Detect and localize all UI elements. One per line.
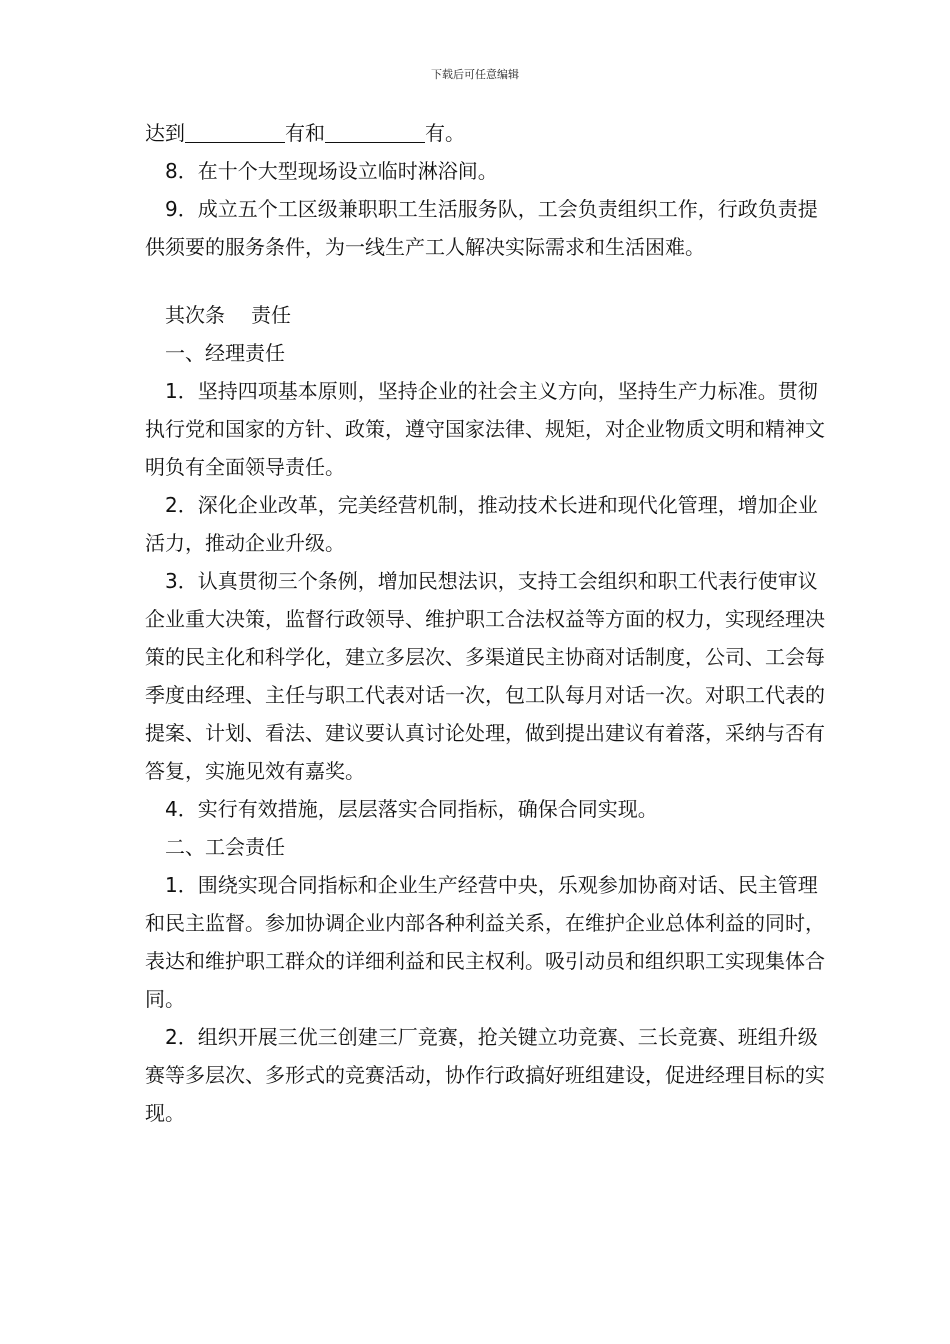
- section-name: 责任: [251, 303, 291, 327]
- fill-in-blank: [325, 122, 425, 143]
- section-number: 其次条: [165, 303, 225, 327]
- text-fragment: 达到: [145, 121, 185, 145]
- union-item-2: 2．组织开展三优三创建三厂竞赛，抢关键立功竞赛、三长竞赛、班组升级赛等多层次、多形式的竞赛活动，协作行政搞好班组建设，促进经理目标的实现。: [145, 1025, 825, 1125]
- item-9: 9．成立五个工区级兼职职工生活服务队，工会负责组织工作，行政负责提供须要的服务条件，为一线生产工人解决实际需求和生活困难。: [145, 197, 818, 259]
- section-title: [145, 296, 825, 334]
- text-fragment: 有。: [425, 121, 465, 145]
- manager-item-2: 2．深化企业改革，完美经营机制，推动技术长进和现代化管理，增加企业活力，推动企业升级。: [145, 493, 818, 555]
- heading-union-responsibility: 二、工会责任: [165, 835, 285, 859]
- document-body: [145, 114, 825, 1132]
- text-fragment: 有和: [285, 121, 325, 145]
- spacer: [145, 266, 825, 296]
- union-item-1: 1．围绕实现合同指标和企业生产经营中央，乐观参加协商对话、民主管理和民主监督。参加协调企业内部各种利益关系，在维护企业总体利益的同时，表达和维护职工群众的详细利益和民主权利。吸引动员和组织职工实现集体合同。: [145, 873, 825, 1011]
- heading-manager-responsibility: 一、经理责任: [165, 341, 285, 365]
- page-header-note: 下载后可任意编辑: [431, 68, 519, 81]
- manager-item-3: 3．认真贯彻三个条例，增加民想法识，支持工会组织和职工代表行使审议企业重大决策，监督行政领导、维护职工合法权益等方面的权力，实现经理决策的民主化和科学化，建立多层次、多渠道民主协商对话制度，公司、工会每季度由经理、主任与职工代表对话一次，包工队每月对话一次。对职工代表的提案、计划、看法、建议要认真讨论处理，做到提出建议有着落，采纳与否有答复，实施见效有嘉奖。: [145, 569, 825, 783]
- manager-item-4: 4．实行有效措施，层层落实合同指标，确保合同实现。: [165, 797, 658, 821]
- fill-in-blank: [185, 122, 285, 143]
- manager-item-1: 1．坚持四项基本原则，坚持企业的社会主义方向，坚持生产力标准。贯彻执行党和国家的方针、政策，遵守国家法律、规矩，对企业物质文明和精神文明负有全面领导责任。: [145, 379, 825, 479]
- paragraph-continuation: [145, 114, 825, 152]
- item-8: 8．在十个大型现场设立临时淋浴间。: [165, 159, 498, 183]
